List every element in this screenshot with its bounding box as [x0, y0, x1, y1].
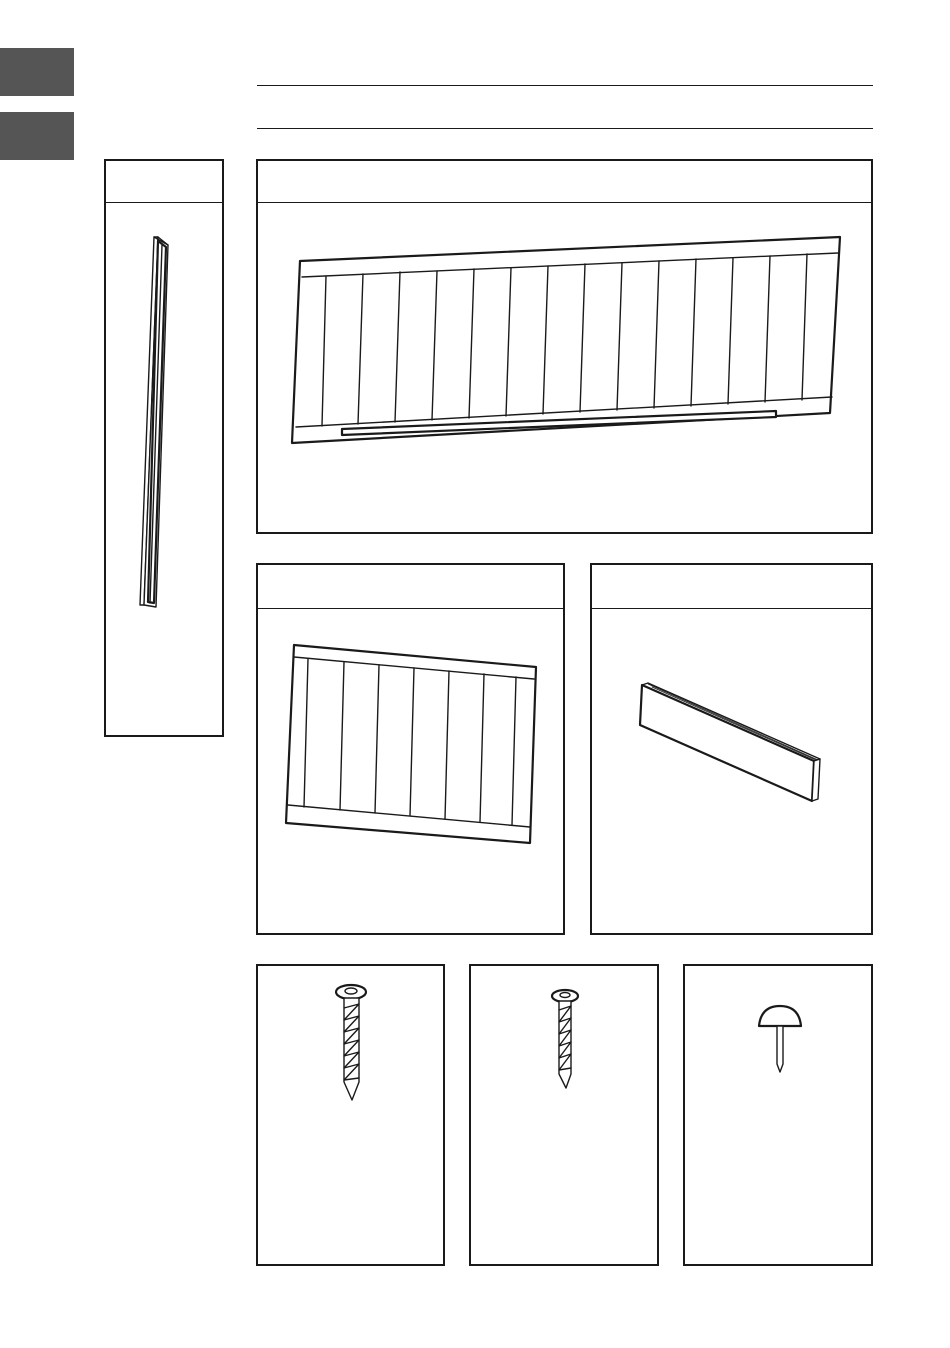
title-rule-bottom [257, 128, 873, 129]
part-box-long-panel [256, 159, 873, 534]
part-box-short-panel [256, 563, 565, 935]
vertical-post-icon [106, 161, 222, 735]
hardware-box-large-screw [256, 964, 445, 1266]
chapter-tab-lower [0, 112, 74, 160]
large-screw-icon [258, 966, 443, 1264]
wooden-board-icon [592, 565, 871, 933]
part-box-post [104, 159, 224, 737]
hardware-separator [471, 1108, 657, 1109]
hardware-box-small-screw [469, 964, 659, 1266]
chapter-tab-upper [0, 48, 74, 96]
title-rule-top [257, 85, 873, 86]
round-head-nail-icon [685, 966, 871, 1264]
short-slatted-panel-icon [258, 565, 563, 933]
hardware-separator [685, 1108, 871, 1109]
small-screw-icon [471, 966, 657, 1264]
part-box-board [590, 563, 873, 935]
long-slatted-panel-icon [258, 161, 871, 532]
hardware-separator [258, 1108, 443, 1109]
hardware-box-nail [683, 964, 873, 1266]
